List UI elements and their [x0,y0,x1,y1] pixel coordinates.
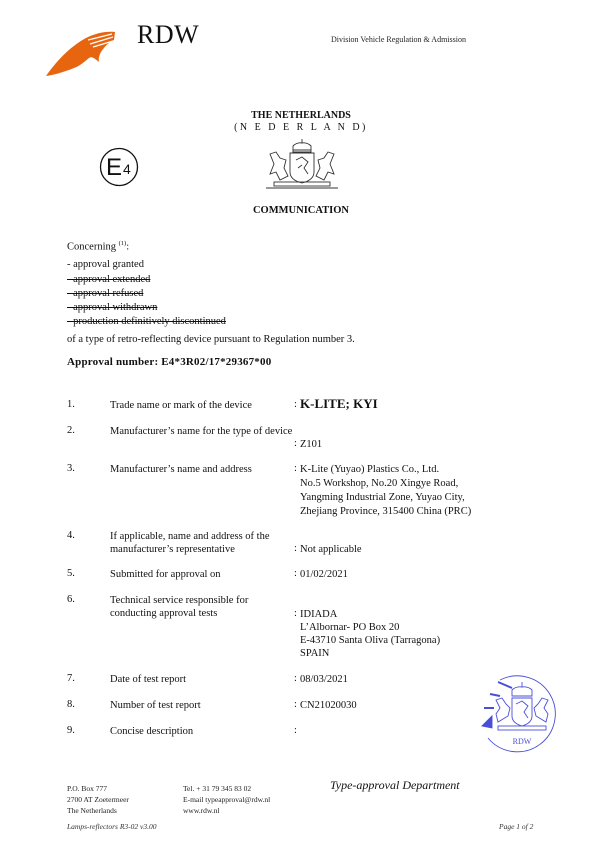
footnote-marker: (1) [118,240,127,247]
field-label: Trade name or mark of the device [110,400,252,411]
field-label: Manufacturer’s name for the type of device [110,426,293,437]
footer-address [67,783,129,816]
field-value-type: Z101 [300,439,323,450]
field-value-test-report-number: CN21020030 [300,700,357,711]
field-value-representative: Not applicable [300,544,362,555]
concerning-item-withdrawn: - approval withdrawn [67,302,158,313]
field-value-technical-service-line: E-43710 Santa Oliva (Tarragona) [300,635,441,646]
coat-of-arms-icon [264,138,340,190]
field-colon: : [294,725,297,736]
field-colon: : [294,608,297,619]
rdw-logo-text: RDW [137,20,200,49]
footer-address-line: 2700 AT Zoetermeer [67,795,129,804]
concerning-item-extended: - approval extended [67,274,151,285]
field-number: 2. [67,425,75,436]
field-label: Manufacturer’s name and address [110,464,252,475]
field-value-test-report-date: 08/03/2021 [300,674,348,685]
field-value-manufacturer-line: Yangming Industrial Zone, Yuyao City, [300,492,465,503]
field-number: 6. [67,594,75,605]
stamp-text: RDW [512,737,532,746]
footer-email-link[interactable]: E-mail typeapproval@rdw.nl [183,795,271,804]
footer-address-line: The Netherlands [67,806,117,815]
concerning-item-discontinued: - production definitively discontinued [67,316,226,327]
field-label: Date of test report [110,674,187,685]
footer-phone: Tel. + 31 79 345 83 02 [183,784,252,793]
field-label: Submitted for approval on [110,569,221,580]
regulation-statement: of a type of retro-reflecting device pursuant to Regulation number 3. [67,334,355,345]
division-name: Division Vehicle Regulation & Admission [331,35,466,44]
concerning-item-granted: - approval granted [67,259,144,270]
field-colon: : [294,438,297,449]
field-number: 1. [67,399,75,410]
field-value-technical-service-line: SPAIN [300,648,330,659]
field-colon: : [294,543,297,554]
field-value-manufacturer-line: Zhejiang Province, 315400 China (PRC) [300,506,472,517]
field-number: 4. [67,530,75,541]
e-mark-icon [99,147,139,187]
field-value-manufacturer-line: K-Lite (Yuyao) Plastics Co., Ltd. [300,464,440,475]
field-label: Technical service responsible for conducting approval tests [110,595,249,619]
document-heading: COMMUNICATION [252,205,350,216]
field-label: Number of test report [110,700,201,711]
field-value-trade-name: K-LITE; KYI [300,396,378,411]
footer-website-link[interactable]: www.rdw.nl [183,806,220,815]
field-value-technical-service-line: L’Albornar- PO Box 20 [300,622,400,633]
field-value-manufacturer-line: No.5 Workshop, No.20 Xingye Road, [300,478,459,489]
rdw-feather-logo-icon [44,28,116,78]
field-value-submitted-date: 01/02/2021 [300,569,348,580]
footer-address-line: P.O. Box 777 [67,784,108,793]
e-mark-number: 4 [123,161,131,177]
page-number: Page 1 of 2 [499,822,534,831]
approval-number: Approval number: E4*3R02/17*29367*00 [67,356,272,368]
field-colon: : [294,568,297,579]
country-native-name: (N E D E R L A N D) [234,122,368,133]
official-stamp-icon [478,668,566,766]
field-label: If applicable, name and address of the manufacturer’s representative [110,531,270,555]
country-name: THE NETHERLANDS [251,110,351,121]
field-colon: : [294,699,297,710]
concerning-colon: : [126,241,130,253]
e-mark-letter: E [106,154,123,181]
footer-contact [183,783,270,816]
field-label: Concise description [110,726,194,737]
field-colon: : [294,673,297,684]
field-number: 5. [67,568,75,579]
field-colon: : [294,399,297,410]
concerning-text: Concerning [67,241,116,253]
concerning-label [67,240,129,253]
concerning-item-refused: - approval refused [67,288,144,299]
document-reference: Lamps-reflectors R3-02 v3.00 [67,822,157,831]
field-value-technical-service-line: IDIADA [300,609,338,620]
department-name: Type-approval Department [330,778,460,792]
field-number: 9. [67,725,75,736]
field-number: 8. [67,699,75,710]
field-number: 3. [67,463,75,474]
field-number: 7. [67,673,75,684]
field-colon: : [294,463,297,474]
